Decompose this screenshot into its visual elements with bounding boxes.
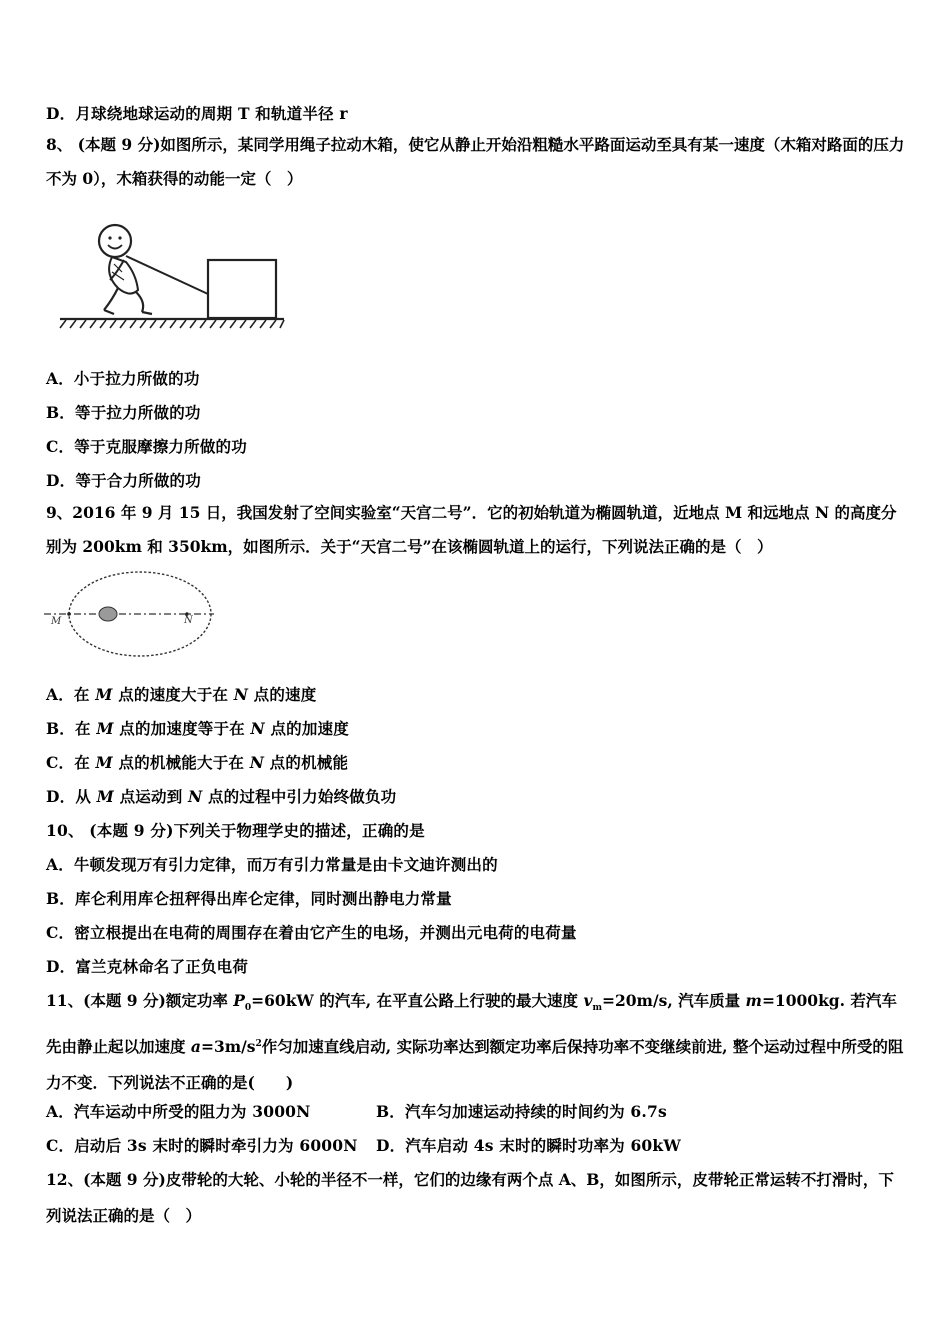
q8-figure-person-pulling-box (52, 214, 292, 344)
q8-stem: 8、 (本题 9 分)如图所示，某同学用绳子拉动木箱，使它从静止开始沿粗糙水平路面运动至具有某一速度（木箱对路面的压力不为 0），木箱获得的动能一定（ ） (46, 135, 905, 188)
q11-option-a: A．汽车运动中所受的阻力为 3000N (46, 1102, 311, 1121)
q9-option-b: B．在 M 点的加速度等于在 N 点的加速度 (46, 719, 349, 738)
q9-option-d: D．从 M 点运动到 N 点的过程中引力始终做负功 (46, 787, 397, 806)
q9-stem: 9、2016 年 9 月 15 日，我国发射了空间实验室“天宫二号”．它的初始轨道为椭圆轨道，近地点 M 和远地点 N 的高度分别为 200km 和 350km，如图所示．关于“天宫二号”在该椭圆轨道上的运行，下列说法正确的是（ ） (46, 503, 897, 556)
q8-option-d: D．等于合力所做的功 (46, 471, 201, 490)
q11-option-c: C．启动后 3s 末时的瞬时牵引力为 6000N (46, 1136, 358, 1155)
q11-option-b: B．汽车匀加速运动持续的时间约为 6.7s (376, 1102, 667, 1121)
q8-option-b: B．等于拉力所做的功 (46, 403, 201, 422)
q9-option-a: A．在 M 点的速度大于在 N 点的速度 (46, 685, 317, 704)
q10-option-a: A．牛顿发现万有引力定律，而万有引力常量是由卡文迪许测出的 (46, 855, 498, 874)
q8-option-a: A．小于拉力所做的功 (46, 369, 200, 388)
q9-option-c: C．在 M 点的机械能大于在 N 点的机械能 (46, 753, 349, 772)
q11-stem: 11、(本题 9 分)额定功率 $P_0=60kW$ 的汽车, 在平直公路上行驶的最大速度 $v_m=20m/s$, 汽车质量 m=1000kg. 若汽车先由静止起以加速度 $a=3m/s^2$作匀加速直线启动, 实际功率达到额定功率后保持功率不变继续前进, 整个运动过程中所受的阻力不变．下列说法不正确的是( ) (46, 991, 904, 1093)
orbit-label-m: M (51, 616, 62, 627)
q8-option-c: C．等于克服摩擦力所做的功 (46, 437, 247, 456)
q7-option-d: D．月球绕地球运动的周期 T 和轨道半径 r (46, 104, 348, 123)
q10-stem: 10、 (本题 9 分)下列关于物理学史的描述，正确的是 (46, 821, 425, 840)
q10-option-d: D．富兰克林命名了正负电荷 (46, 957, 249, 976)
q11-option-d: D．汽车启动 4s 末时的瞬时功率为 60kW (376, 1136, 681, 1155)
q10-option-c: C．密立根提出在电荷的周围存在着由它产生的电场，并测出元电荷的电荷量 (46, 923, 577, 942)
q10-option-b: B．库仑利用库仑扭秤得出库仑定律，同时测出静电力常量 (46, 889, 452, 908)
orbit-label-n: N (184, 615, 193, 626)
q9-figure-elliptical-orbit (44, 568, 219, 663)
q12-stem: 12、(本题 9 分)皮带轮的大轮、小轮的半径不一样，它们的边缘有两个点 A、B，如图所示，皮带轮正常运转不打滑时，下列说法正确的是（ ） (46, 1170, 894, 1225)
